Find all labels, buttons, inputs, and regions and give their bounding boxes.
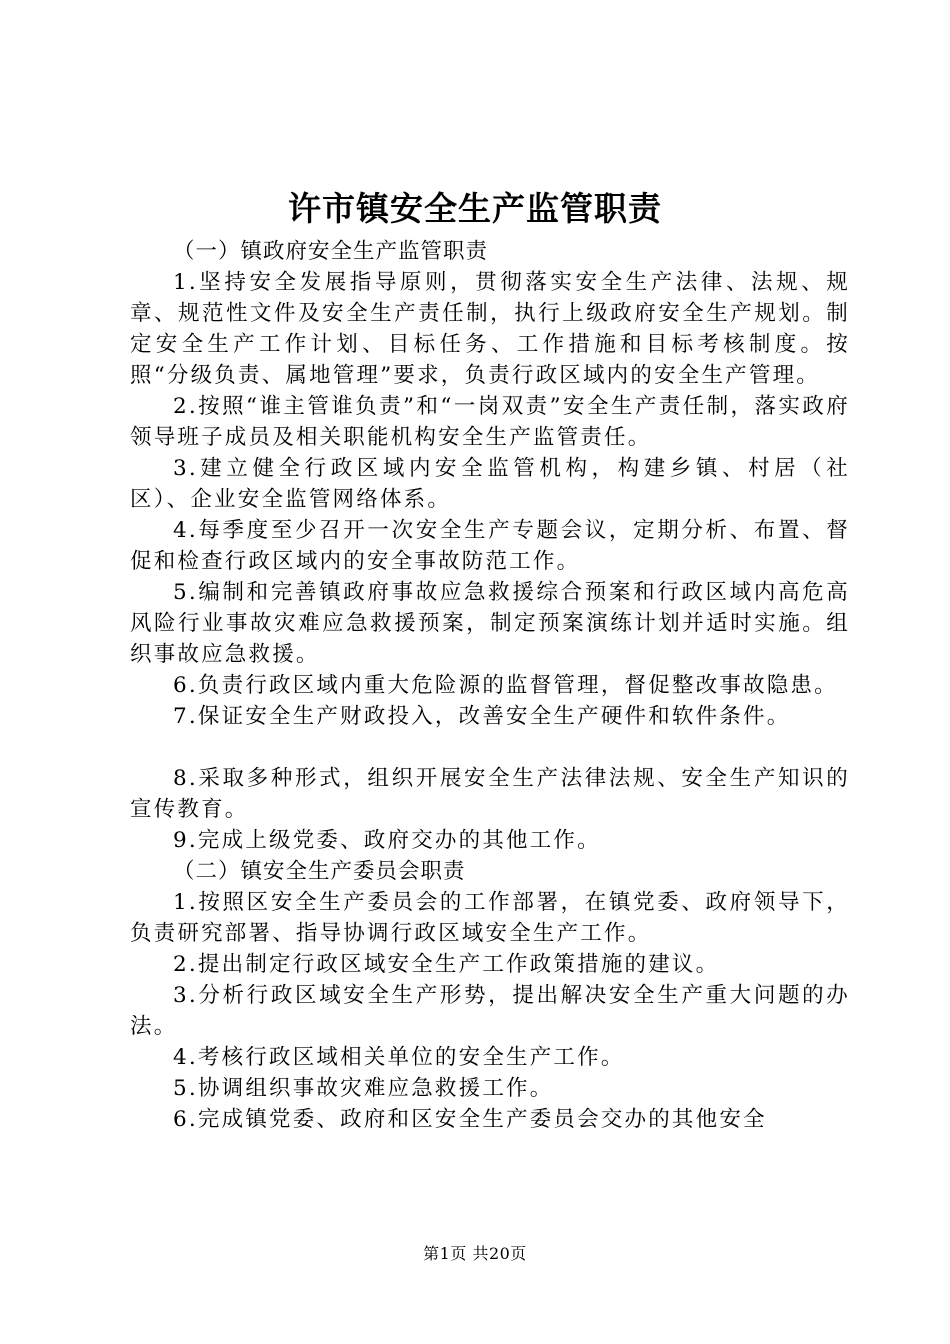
section1-item-5: 5.编制和完善镇政府事故应急救援综合预案和行政区域内高危高风险行业事故灾难应急救援预案，制定预案演练计划并适时实施。组织事故应急救援。 xyxy=(130,580,850,667)
section2-item-1: 1.按照区安全生产委员会的工作部署，在镇党委、政府领导下，负责研究部署、指导协调行政区域安全生产工作。 xyxy=(130,890,850,946)
section1-item-8: 8.采取多种形式，组织开展安全生产法律法规、安全生产知识的宣传教育。 xyxy=(130,766,850,822)
section-heading-2: （二）镇安全生产委员会职责 xyxy=(173,859,466,884)
section1-item-6: 6.负责行政区域内重大危险源的监督管理，督促整改事故隐患。 xyxy=(173,673,838,698)
section2-item-3: 3.分析行政区域安全生产形势，提出解决安全生产重大问题的办法。 xyxy=(130,983,850,1039)
section2-item-6: 6.完成镇党委、政府和区安全生产委员会交办的其他安全 xyxy=(173,1107,767,1132)
section1-item-4: 4.每季度至少召开一次安全生产专题会议，定期分析、布置、督促和检查行政区域内的安全事故防范工作。 xyxy=(130,518,850,574)
section1-item-2: 2.按照“谁主管谁负责”和“一岗双责”安全生产责任制，落实政府领导班子成员及相关职能机构安全生产监管责任。 xyxy=(130,394,850,450)
section1-item-9: 9.完成上级党委、政府交办的其他工作。 xyxy=(173,828,601,853)
document-body xyxy=(130,236,850,1135)
section1-item-3: 3.建立健全行政区域内安全监管机构，构建乡镇、村居（社区）、企业安全监管网络体系。 xyxy=(130,456,850,512)
document-title: 许市镇安全生产监管职责 xyxy=(288,189,662,228)
section2-item-2: 2.提出制定行政区域安全生产工作政策措施的建议。 xyxy=(173,952,720,977)
section1-item-7: 7.保证安全生产财政投入，改善安全生产硬件和软件条件。 xyxy=(173,704,791,729)
page-footer: 第1页 共20页 xyxy=(423,1244,527,1263)
section2-item-4: 4.考核行政区域相关单位的安全生产工作。 xyxy=(173,1045,625,1070)
section-heading-1: （一）镇政府安全生产监管职责 xyxy=(173,239,489,264)
section2-item-5: 5.协调组织事故灾难应急救援工作。 xyxy=(173,1076,554,1101)
section1-item-1: 1.坚持安全发展指导原则，贯彻落实安全生产法律、法规、规章、规范性文件及安全生产责任制，执行上级政府安全生产规划。制定安全生产工作计划、目标任务、工作措施和目标考核制度。按照“分级负责、属地管理”要求，负责行政区域内的安全生产管理。 xyxy=(130,270,850,388)
paragraph-spacer xyxy=(130,732,850,763)
